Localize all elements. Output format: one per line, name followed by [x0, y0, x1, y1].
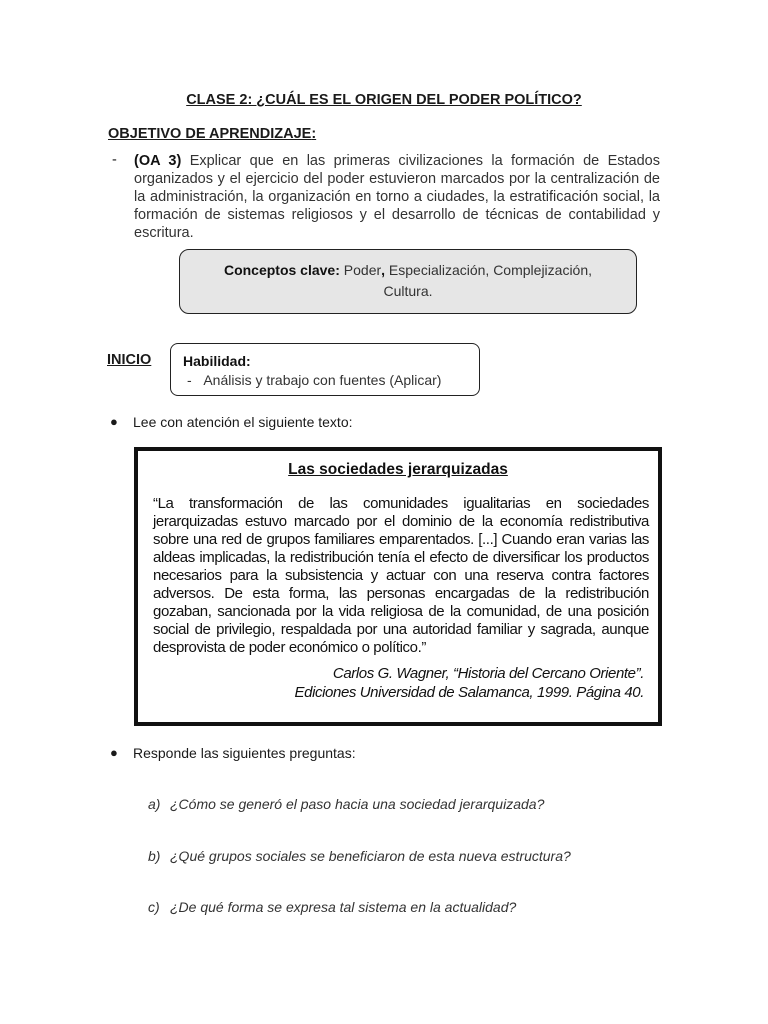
question-text: ¿Cómo se generó el paso hacia una sociedad jerarquizada?	[170, 796, 545, 812]
reading-title: Las sociedades jerarquizadas	[288, 461, 508, 478]
question-letter: b)	[148, 848, 161, 864]
inicio-label: INICIO	[107, 352, 152, 368]
skill-box	[170, 343, 480, 396]
reading-box	[134, 447, 662, 726]
citation-line-2: Ediciones Universidad de Salamanca, 1999. Página 40.	[294, 684, 644, 701]
skill-item	[183, 371, 479, 390]
question-text: ¿Qué grupos sociales se beneficiaron de esta nueva estructura?	[170, 848, 571, 864]
question-b	[148, 848, 571, 864]
bullet-icon: ●	[110, 414, 118, 429]
read-instruction: Lee con atención el siguiente texto:	[133, 414, 353, 430]
question-letter: a)	[148, 796, 161, 812]
key-concepts-text-2: Especialización, Complejización, Cultura.	[383, 262, 593, 299]
question-a	[148, 796, 544, 812]
citation-line-1: Carlos G. Wagner, “Historia del Cercano Oriente”.	[332, 665, 644, 682]
objective-heading-text: OBJETIVO DE APRENDIZAJE	[108, 126, 312, 142]
reading-citation	[295, 664, 644, 702]
key-concepts-comma: ,	[381, 262, 386, 278]
skill-title: Habilidad:	[183, 353, 251, 369]
question-letter: c)	[148, 899, 160, 915]
question-text: ¿De qué forma se expresa tal sistema en la actualidad?	[170, 899, 517, 915]
objective-code: (OA 3)	[134, 153, 182, 169]
objective-description: Explicar que en las primeras civilizaciones la formación de Estados organizados y el ejercicio del poder estuvieron marcados por la centralización de la administración, la organización en torno a ciudades, la estratificación social, la formación de sistemas religiosos y el desarrollo de técnicas de contabilidad y escritura.	[134, 153, 660, 241]
skill-dash: -	[187, 372, 192, 388]
reading-text: “La transformación de las comunidades igualitarias en sociedades jerarquizadas estuvo marcado por el dominio de la economía redistributiva sobre una red de grupos familiares emparentados. [...] Cuando eran varias las aldeas implicadas, la redistribución tenía el efecto de diversificar los productos necesarios para la subsistencia y actuar con una reserva contra factores adversos. De esta forma, las personas encargadas de la redistribución gozaban, sancionada por la vida religiosa de la comunidad, de una posición social de privilegio, respaldada por una autoridad familiar y sagrada, aunque desprovista de poder económico o político.”	[153, 495, 649, 656]
bullet-icon: ●	[110, 745, 118, 760]
question-c	[148, 899, 516, 915]
key-concepts-box	[179, 249, 637, 314]
objective-heading	[108, 126, 316, 142]
skill-text: Análisis y trabajo con fuentes (Aplicar)	[203, 372, 442, 388]
key-concepts-label: Conceptos clave:	[223, 262, 340, 278]
objective-heading-colon: :	[311, 126, 317, 142]
answer-instruction: Responde las siguientes preguntas:	[133, 745, 356, 761]
page-title: CLASE 2: ¿CUÁL ES EL ORIGEN DEL PODER POLÍTICO?	[186, 92, 582, 108]
objective-dash: -	[112, 152, 117, 168]
key-concepts-text-1: Poder	[339, 262, 382, 278]
objective-text	[134, 152, 660, 242]
